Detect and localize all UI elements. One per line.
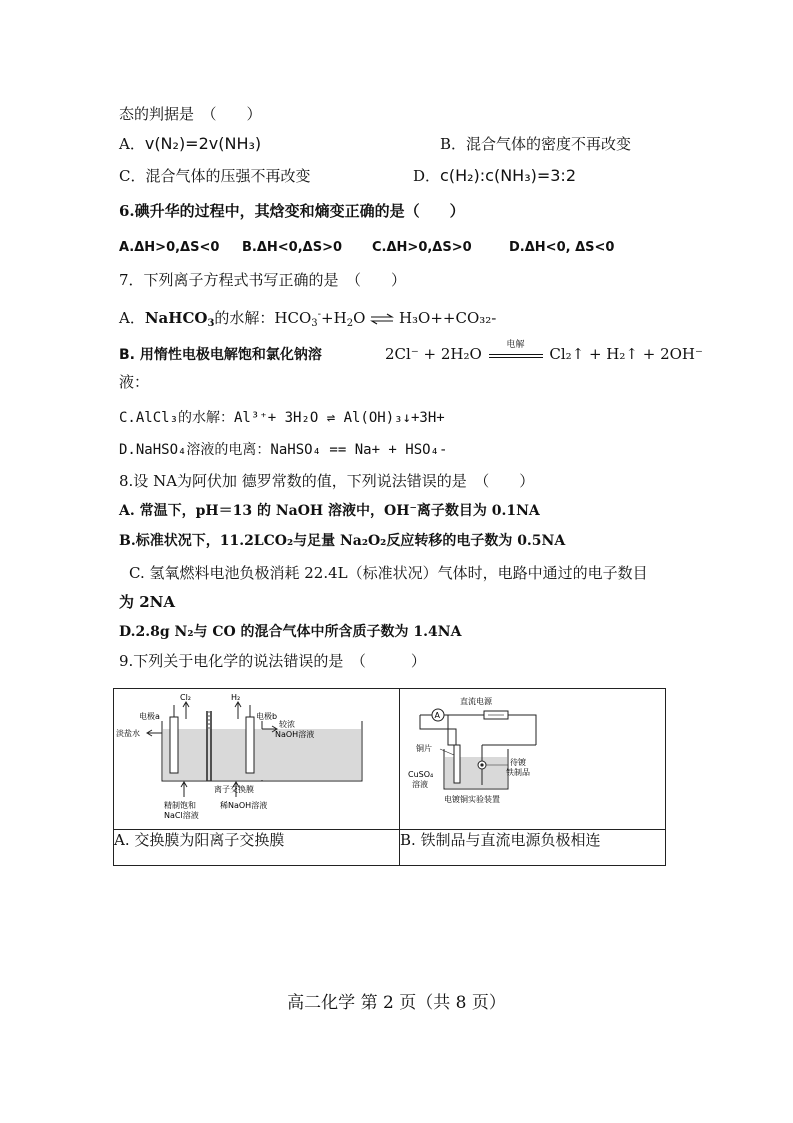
label-cuso4-2: 溶液 [412,780,428,789]
q8-option-c-line1: C. 氢氧燃料电池负极消耗 22.4L（标准状况）气体时，电路中通过的电子数目 [129,564,648,582]
q8-stem: 8.设 NA为阿伏加 德罗常数的值，下列说法错误的是 （ ） [119,472,535,490]
equilibrium-arrow-icon [370,313,394,325]
label-electrode-b: 电极b [256,712,278,721]
electrolysis-arrow: 电解 [487,348,545,362]
label-cuso4-1: CuSO₄ [408,770,434,779]
q7-option-c: C.AlCl₃的水解：Al³⁺+ 3H₂O ⇌ Al(OH)₃↓+3H+ [119,410,445,426]
label-item-1: 待镀 [510,758,526,767]
label-power: 直流电源 [460,697,492,706]
label-dilute-brine: 淡盐水 [116,729,140,738]
label-conc-naoh-1: 较浓 [279,720,295,729]
label-conc-naoh-2: NaOH溶液 [275,730,315,739]
label-copper: 铜片 [416,744,432,753]
q7-stem: 7．下列离子方程式书写正确的是 （ ） [119,271,407,289]
q5-option-b: B．混合气体的密度不再改变 [440,135,632,153]
caption-b: B. 铁制品与直流电源负极相连 [400,830,666,866]
q7-option-b-equation: 2Cl⁻ + 2H₂O 电解 Cl₂↑ + H₂↑ + 2OH⁻ [385,340,703,363]
q5-option-a: A．v(N₂)=2v(NH₃) [119,134,262,153]
label-electrode-a: 电极a [139,712,160,721]
q8-option-b: B.标准状况下，11.2LCO₂与足量 Na₂O₂反应转移的电子数为 0.5NA [119,533,566,549]
q6-option-b: B.ΔH<0,ΔS>0 [242,240,343,255]
q6-option-d: D.ΔH<0, ΔS<0 [509,240,615,255]
q7-option-b-line2: 液： [119,373,150,391]
q8-option-a: A. 常温下，pH＝13 的 NaOH 溶液中，OH⁻离子数目为 0.1NA [119,503,540,519]
figure-electrolysis-cell [114,689,400,830]
label-refined-1: 精制饱和 [164,801,196,810]
q5-option-d: D．c(H₂):c(NH₃)=3:2 [413,166,576,185]
label-membrane: 离子交换膜 [214,785,254,794]
figure-electroplating [400,689,666,830]
label-refined-2: NaCl溶液 [164,811,199,820]
label-h2: H₂ [231,693,241,702]
q5-stem-continuation: 态的判据是 （ ） [119,105,262,123]
q9-figure-table [113,688,666,866]
ammeter-icon: A [434,711,440,720]
label-cl2: Cl₂ [180,693,192,702]
label-item-2: 铁制品 [506,768,530,777]
q5-option-c: C．混合气体的压强不再改变 [119,167,311,185]
label-dilute-naoh: 稀NaOH溶液 [220,801,268,810]
electroplating-diagram [400,689,665,825]
q7-option-d: D.NaHSO₄溶液的电离：NaHSO₄ == Na+ + HSO₄- [119,442,448,458]
q6-stem: 6.碘升华的过程中，其焓变和熵变正确的是（ ） [119,202,465,220]
q7-option-a: A．NaHCO$_3$的水解：$HCO_3^-+H_2O$ H₃O++CO₃₂- [119,309,497,329]
chlor-alkali-diagram [114,689,399,825]
q8-option-d: D.2.8g N₂与 CO 的混合气体中所含质子数为 1.4NA [119,624,462,640]
q6-option-a: A.ΔH>0,ΔS<0 [119,240,220,255]
caption-a: A. 交换膜为阳离子交换膜 [114,830,400,866]
q9-stem: 9.下列关于电化学的说法错误的是 （ ） [119,652,426,670]
q8-option-c-line2: 为 2NA [119,593,176,611]
q6-option-c: C.ΔH>0,ΔS>0 [372,240,472,255]
q7-option-b-line1: B. 用惰性电极电解饱和氯化钠溶 [119,347,322,363]
page-footer: 高二化学 第 2 页（共 8 页） [287,993,506,1013]
label-electroplating-title: 电镀铜实验装置 [444,795,500,804]
